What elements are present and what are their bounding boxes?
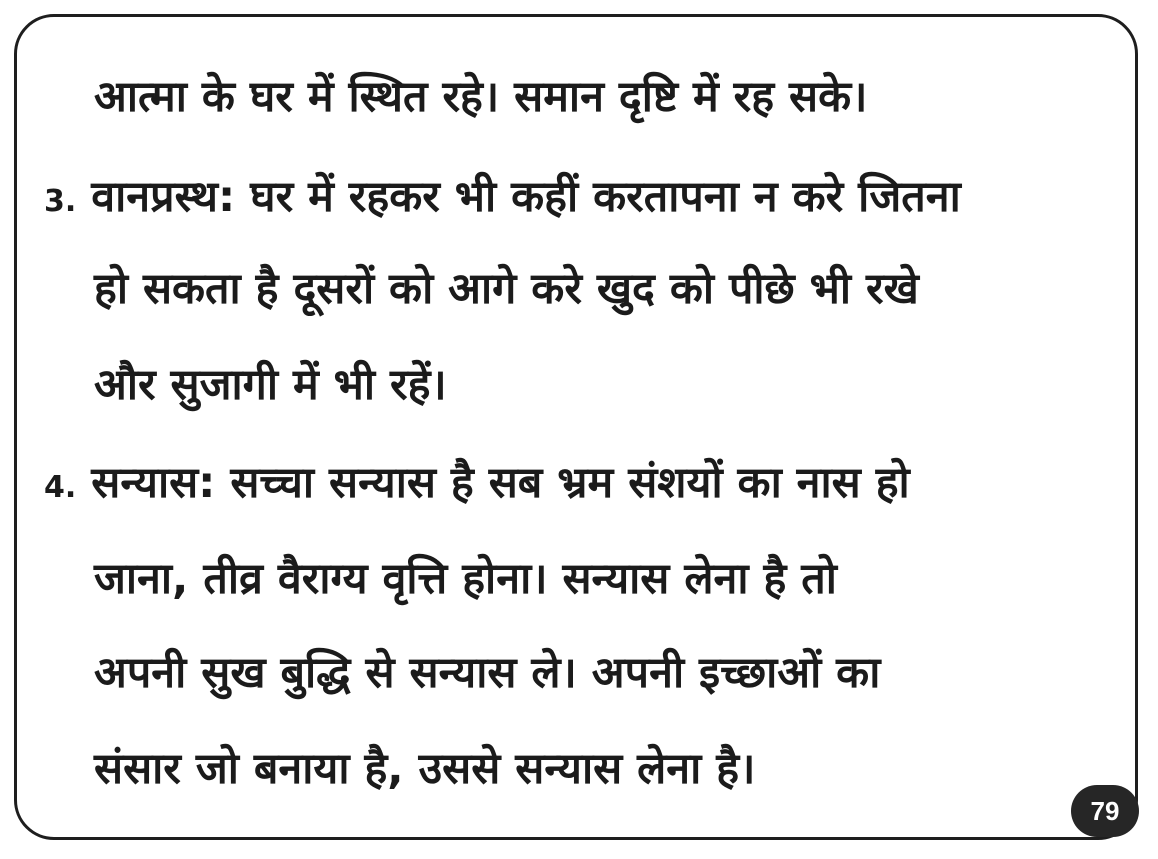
item-number: 4. <box>44 470 77 505</box>
line-text: सन्यास: सच्चा सन्यास है सब भ्रम संशयों का नास हो <box>91 458 910 508</box>
text-line-8 <box>94 744 756 794</box>
line-text: आत्मा के घर में स्थित रहे। समान दृष्टि में रह सके। <box>94 72 868 122</box>
text-line-4 <box>94 360 447 410</box>
list-item-4-line-1 <box>44 458 910 508</box>
page-number-badge: 79 <box>1071 785 1139 837</box>
page-frame <box>14 14 1138 840</box>
line-text: जाना, तीव्र वैराग्य वृत्ति होना। सन्यास लेना है तो <box>94 554 837 604</box>
line-text: अपनी सुख बुद्धि से सन्यास ले। अपनी इच्छाओं का <box>94 648 881 698</box>
text-line-3 <box>94 264 919 314</box>
line-text: और सुजागी में भी रहें। <box>94 360 447 410</box>
item-number: 3. <box>44 184 77 219</box>
text-line-7 <box>94 648 881 698</box>
line-text: हो सकता है दूसरों को आगे करे खुद को पीछे भी रखे <box>94 264 919 314</box>
list-item-3-line-1 <box>44 172 961 222</box>
text-line-6 <box>94 554 837 604</box>
text-line-1 <box>94 72 868 122</box>
line-text: संसार जो बनाया है, उससे सन्यास लेना है। <box>94 744 756 794</box>
line-text: वानप्रस्थ: घर में रहकर भी कहीं करतापना न करे जितना <box>91 172 961 222</box>
